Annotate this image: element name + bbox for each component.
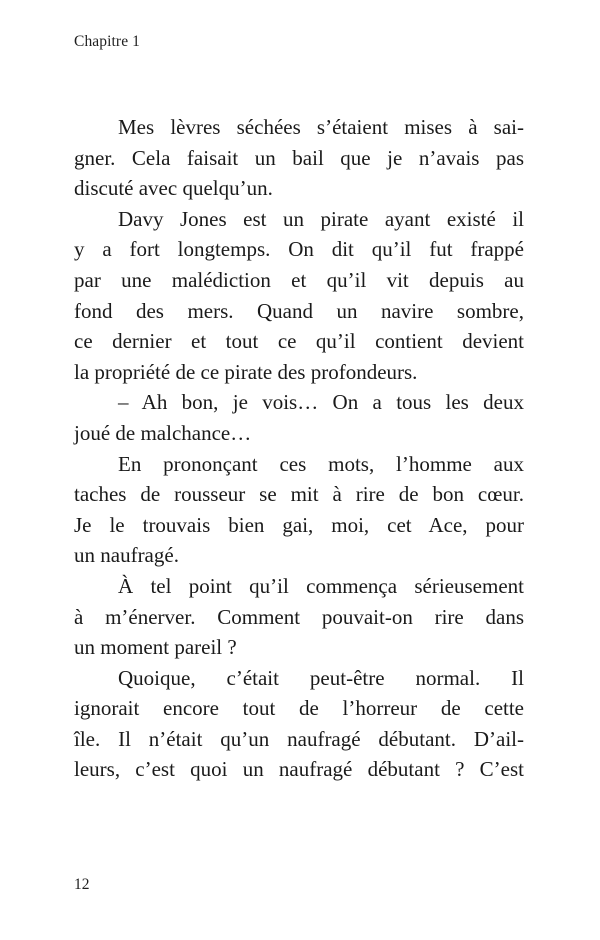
text-line: y a fort longtemps. On dit qu’il fut frappé — [74, 237, 524, 262]
paragraph — [74, 387, 524, 448]
text-line: Davy Jones est un pirate ayant existé il — [118, 206, 524, 231]
text-line: fond des mers. Quand un navire sombre, — [74, 298, 524, 323]
paragraph — [74, 449, 524, 571]
text-line: ce dernier et tout ce qu’il contient devient — [74, 329, 524, 354]
paragraph — [74, 204, 524, 388]
body-text — [74, 112, 524, 785]
text-line: joué de malchance… — [74, 420, 252, 445]
paragraph — [74, 112, 524, 204]
text-line: leurs, c’est quoi un naufragé débutant ? C’est — [74, 757, 524, 782]
text-line: par une malédiction et qu’il vit depuis au — [74, 267, 524, 292]
text-line: la propriété de ce pirate des profondeurs. — [74, 359, 418, 384]
text-line: Mes lèvres séchées s’étaient mises à sai- — [118, 115, 524, 139]
page-number: 12 — [74, 876, 90, 893]
paragraph — [74, 663, 524, 785]
text-line: En prononçant ces mots, l’homme aux — [118, 451, 524, 476]
text-line: À tel point qu’il commença sérieusement — [118, 573, 524, 598]
text-line: Je le trouvais bien gai, moi, cet Ace, pour — [74, 512, 524, 537]
running-head-chapter: Chapitre 1 — [74, 33, 140, 50]
text-line: taches de rousseur se mit à rire de bon cœur. — [74, 482, 524, 507]
text-line: à m’énerver. Comment pouvait-on rire dans — [74, 604, 524, 629]
text-line: île. Il n’était qu’un naufragé débutant. D’ail- — [74, 726, 524, 751]
paragraph — [74, 571, 524, 663]
text-line: – Ah bon, je vois… On a tous les deux — [118, 390, 524, 415]
text-line: Quoique, c’était peut-être normal. Il — [118, 665, 524, 690]
text-line: un moment pareil ? — [74, 635, 237, 660]
text-line: gner. Cela faisait un bail que je n’avais pas — [74, 145, 524, 170]
text-line: discuté avec quelqu’un. — [74, 176, 273, 201]
text-line: un naufragé. — [74, 543, 179, 568]
text-line: ignorait encore tout de l’horreur de cette — [74, 696, 524, 721]
